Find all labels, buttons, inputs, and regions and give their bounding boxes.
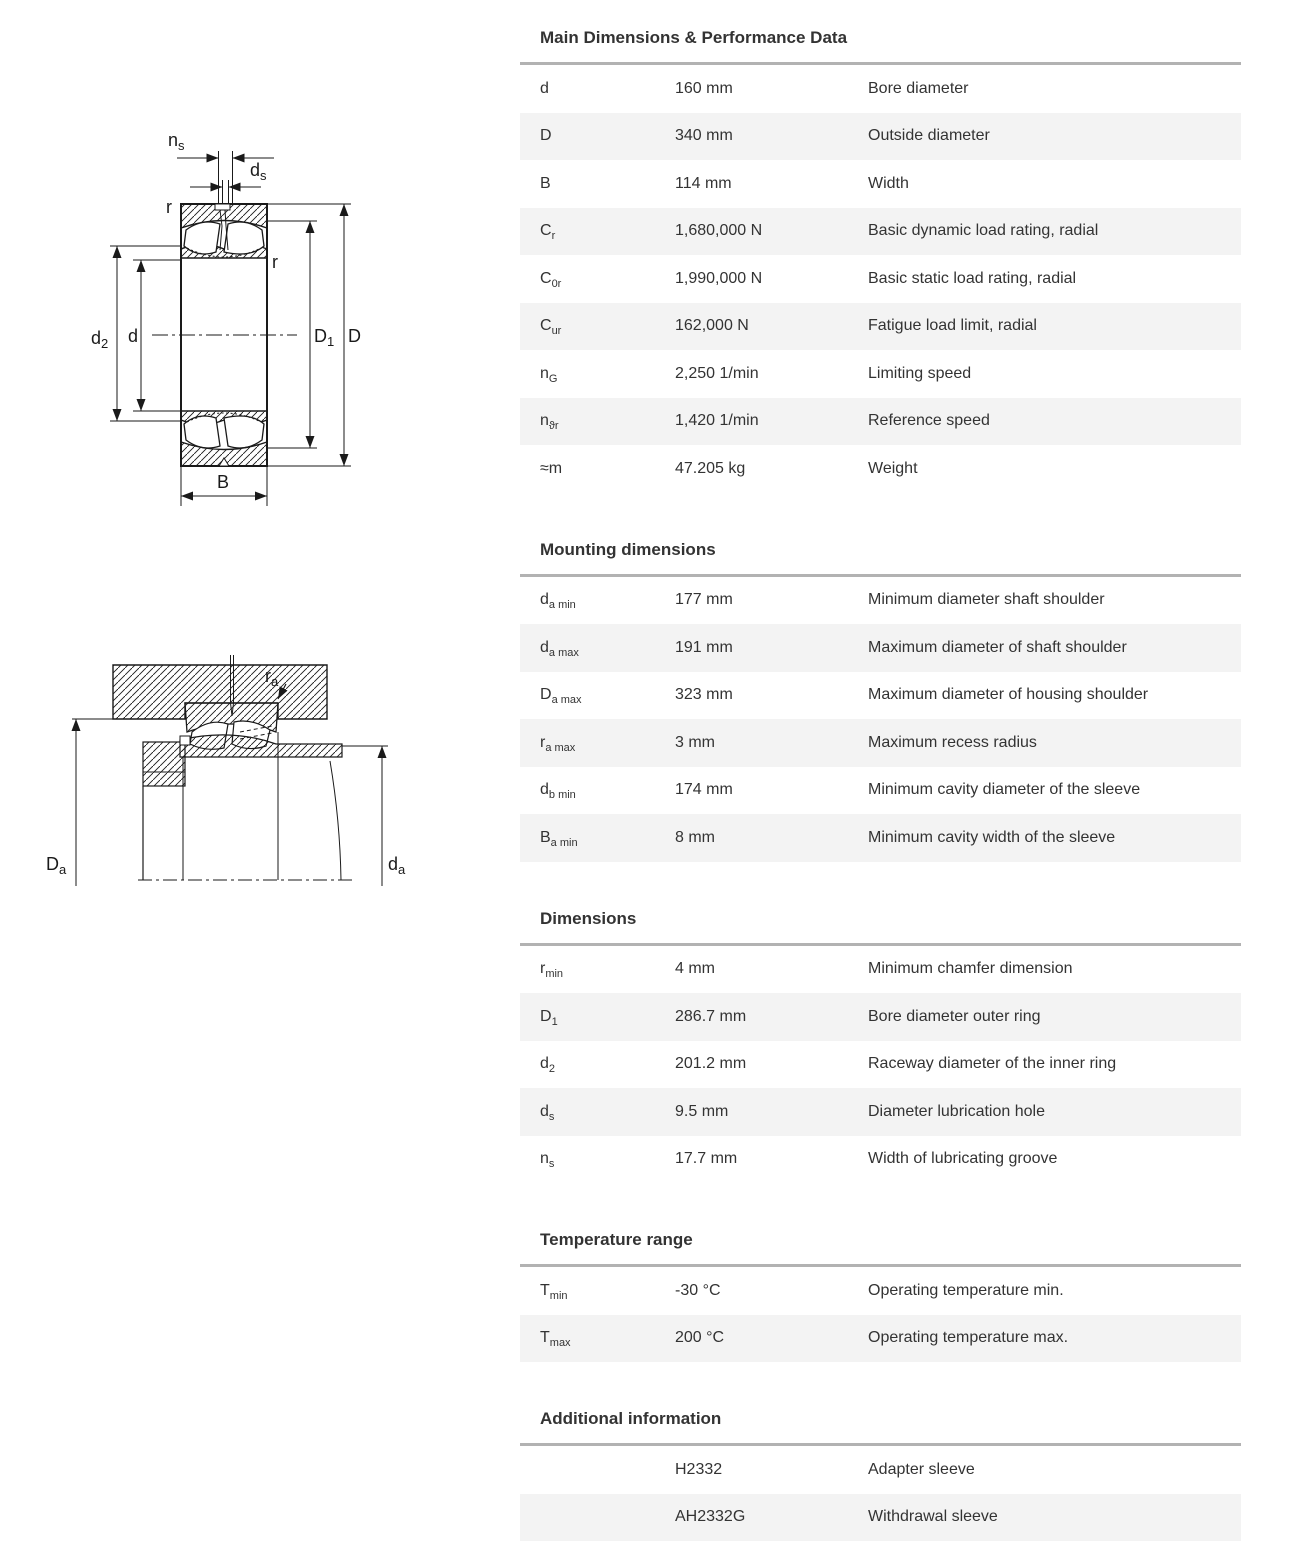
table-row	[520, 1088, 1241, 1136]
symbol-cell	[520, 1008, 675, 1026]
symbol-text: T	[540, 1281, 550, 1299]
mounting-drawing-svg	[20, 640, 480, 900]
symbol-subscript: 0r	[551, 277, 562, 290]
section-title: Temperature range	[540, 1230, 693, 1249]
value-cell: 1,420 1/min	[675, 412, 759, 430]
data-table	[520, 1443, 1241, 1541]
symbol-subscript: ϑr	[548, 420, 559, 433]
description-cell: Outside diameter	[868, 127, 990, 145]
table-row	[520, 624, 1241, 672]
shaft-fillet	[330, 761, 341, 880]
value-cell: 191 mm	[675, 638, 733, 656]
description-cell: Minimum cavity diameter of the sleeve	[868, 781, 1141, 799]
table-row	[520, 1494, 1241, 1542]
locknut-section	[143, 742, 185, 786]
symbol-subscript: G	[548, 372, 558, 385]
description-cell: Diameter lubrication hole	[868, 1102, 1045, 1120]
symbol-cell	[520, 317, 675, 338]
description-cell: Basic static load rating, radial	[868, 269, 1077, 287]
table-row	[520, 160, 1241, 208]
section-title: Additional information	[540, 1409, 722, 1428]
description-cell: Width of lubricating groove	[868, 1150, 1058, 1168]
description-cell: Basic dynamic load rating, radial	[868, 222, 1099, 240]
symbol-subscript: ur	[551, 325, 562, 338]
description-cell: Minimum chamfer dimension	[868, 960, 1073, 978]
symbol-cell	[520, 960, 675, 981]
table-row	[520, 303, 1241, 351]
table-row	[520, 65, 1241, 113]
data-table	[520, 943, 1241, 1184]
description-cell: Raceway diameter of the inner ring	[868, 1055, 1117, 1073]
symbol-text: D	[540, 686, 552, 704]
mounting-dimensions-drawing	[20, 640, 480, 905]
value-cell: 340 mm	[675, 127, 733, 145]
data-table	[520, 62, 1241, 493]
lubrication-groove	[215, 204, 230, 210]
symbol-cell	[520, 1282, 675, 1300]
symbol-text: d	[540, 781, 549, 799]
symbol-cell	[520, 270, 675, 288]
label-da: $d_a$	[388, 854, 406, 877]
value-cell: H2332	[675, 1460, 723, 1478]
symbol-text: d	[540, 1055, 549, 1073]
value-cell: 162,000 N	[675, 317, 749, 335]
symbol-subscript: min	[549, 1289, 568, 1302]
table-row	[520, 1267, 1241, 1315]
section-title: Mounting dimensions	[540, 539, 716, 559]
symbol-cell	[520, 127, 675, 145]
symbol-subscript: min	[545, 968, 564, 981]
value-cell: 47.205 kg	[675, 459, 746, 477]
data-table	[520, 574, 1241, 862]
table-row	[520, 1315, 1241, 1363]
table-row	[520, 946, 1241, 994]
description-cell: Minimum diameter shaft shoulder	[868, 591, 1105, 609]
value-cell: 201.2 mm	[675, 1055, 747, 1073]
label-D: D	[348, 326, 361, 346]
label-r-inner: r	[272, 252, 278, 272]
table-row	[520, 1446, 1241, 1494]
label-r-top: r	[166, 197, 172, 217]
value-cell: 200 °C	[675, 1329, 725, 1347]
value-cell: 17.7 mm	[675, 1150, 738, 1168]
table-section	[520, 1409, 1241, 1541]
symbol-subscript: a max	[548, 646, 579, 659]
symbol-cell	[520, 639, 675, 657]
symbol-text: d	[540, 79, 549, 97]
symbol-text: n	[540, 412, 549, 430]
table-row	[520, 719, 1241, 767]
description-cell: Bore diameter	[868, 79, 969, 97]
symbol-cell	[520, 222, 675, 243]
description-cell: Reference speed	[868, 412, 990, 430]
symbol-cell	[520, 829, 675, 847]
symbol-text: d	[540, 591, 549, 609]
value-cell: 177 mm	[675, 591, 733, 609]
symbol-subscript: s	[548, 1110, 555, 1123]
symbol-subscript: s	[548, 1158, 555, 1171]
table-row	[520, 445, 1241, 493]
symbol-cell	[520, 412, 675, 433]
value-cell: 286.7 mm	[675, 1007, 747, 1025]
label-ns: $n_s$	[168, 130, 185, 153]
bearing-cross-section-svg	[40, 118, 480, 538]
table-row	[520, 1041, 1241, 1089]
value-cell: 160 mm	[675, 79, 733, 97]
label-ra: $r_a$	[265, 666, 279, 689]
table-section	[520, 909, 1241, 1184]
value-cell: 323 mm	[675, 686, 733, 704]
value-cell: 4 mm	[675, 960, 715, 978]
symbol-subscript: max	[549, 1337, 571, 1350]
symbol-cell	[520, 781, 675, 802]
section-title: Dimensions	[540, 908, 637, 928]
description-cell: Maximum diameter of shaft shoulder	[868, 638, 1127, 656]
description-cell: Weight	[868, 459, 918, 477]
value-cell: 2,250 1/min	[675, 364, 759, 382]
bearing-cross-section-drawing	[40, 118, 480, 543]
label-d2: $d_2$	[91, 328, 109, 351]
label-d: d	[128, 326, 139, 346]
symbol-text: C	[540, 222, 552, 240]
lock-washer-tab	[180, 736, 190, 745]
section-title: Main Dimensions & Performance Data	[540, 28, 848, 47]
symbol-subscript: 2	[548, 1063, 556, 1076]
symbol-subscript: r	[551, 230, 556, 243]
table-row	[520, 577, 1241, 625]
symbol-text: d	[540, 1102, 549, 1120]
table-row	[520, 814, 1241, 862]
symbol-text: D	[540, 127, 552, 145]
symbol-cell	[520, 460, 675, 478]
symbol-text: C	[540, 269, 552, 287]
table-row	[520, 767, 1241, 815]
symbol-cell	[520, 1150, 675, 1171]
symbol-text: n	[540, 364, 549, 382]
symbol-text: C	[540, 317, 552, 335]
value-cell: 1,680,000 N	[675, 222, 763, 240]
value-cell: AH2332G	[675, 1508, 746, 1526]
value-cell: 9.5 mm	[675, 1102, 729, 1120]
table-row	[520, 993, 1241, 1041]
symbol-text: r	[540, 733, 546, 751]
table-row	[520, 255, 1241, 303]
description-cell: Bore diameter outer ring	[868, 1007, 1041, 1025]
description-cell: Withdrawal sleeve	[868, 1508, 998, 1526]
label-Da: $D_a$	[46, 854, 67, 877]
table-row	[520, 350, 1241, 398]
description-cell: Width	[868, 174, 909, 192]
description-cell: Maximum recess radius	[868, 733, 1037, 751]
label-D1: $D_1$	[314, 326, 335, 349]
data-table	[520, 1264, 1241, 1362]
table-section	[520, 1230, 1241, 1362]
symbol-subscript: a min	[550, 836, 578, 849]
table-row	[520, 113, 1241, 161]
symbol-text: T	[540, 1329, 550, 1347]
symbol-cell	[520, 734, 675, 752]
symbol-text: B	[540, 828, 551, 846]
value-cell: 1,990,000 N	[675, 269, 763, 287]
symbol-text: B	[540, 174, 551, 192]
symbol-subscript: a min	[548, 599, 576, 612]
table-row	[520, 208, 1241, 256]
table-row	[520, 672, 1241, 720]
description-cell: Maximum diameter of housing shoulder	[868, 686, 1149, 704]
value-cell: -30 °C	[675, 1281, 721, 1299]
table-row	[520, 1136, 1241, 1184]
symbol-text: n	[540, 1150, 549, 1168]
description-cell: Adapter sleeve	[868, 1460, 975, 1478]
symbol-text: d	[540, 638, 549, 656]
symbol-cell	[520, 1055, 675, 1076]
value-cell: 114 mm	[675, 174, 732, 192]
value-cell: 174 mm	[675, 781, 733, 799]
table-row	[520, 398, 1241, 446]
value-cell: 3 mm	[675, 733, 715, 751]
symbol-subscript: a max	[551, 694, 582, 707]
symbol-cell	[520, 1103, 675, 1121]
tables	[520, 28, 1241, 1541]
symbol-cell	[520, 175, 675, 193]
symbol-cell	[520, 365, 675, 383]
value-cell: 8 mm	[675, 828, 715, 846]
symbol-cell	[520, 591, 675, 612]
description-cell: Operating temperature min.	[868, 1281, 1064, 1299]
description-cell: Minimum cavity width of the sleeve	[868, 828, 1116, 846]
description-cell: Limiting speed	[868, 364, 972, 382]
table-section	[520, 28, 1241, 493]
description-cell: Operating temperature max.	[868, 1329, 1069, 1347]
symbol-text: r	[540, 960, 546, 978]
description-cell: Fatigue load limit, radial	[868, 317, 1037, 335]
table-section	[520, 540, 1241, 862]
label-B: B	[217, 472, 230, 492]
symbol-cell	[520, 686, 675, 707]
symbol-cell	[520, 1329, 675, 1350]
label-ds: $d_s$	[250, 160, 267, 183]
symbol-subscript: b min	[548, 789, 576, 802]
symbol-subscript: a max	[545, 741, 576, 754]
symbol-text: ≈m	[540, 459, 563, 477]
symbol-subscript: 1	[551, 1015, 558, 1028]
symbol-cell	[520, 80, 675, 98]
symbol-text: D	[540, 1007, 552, 1025]
